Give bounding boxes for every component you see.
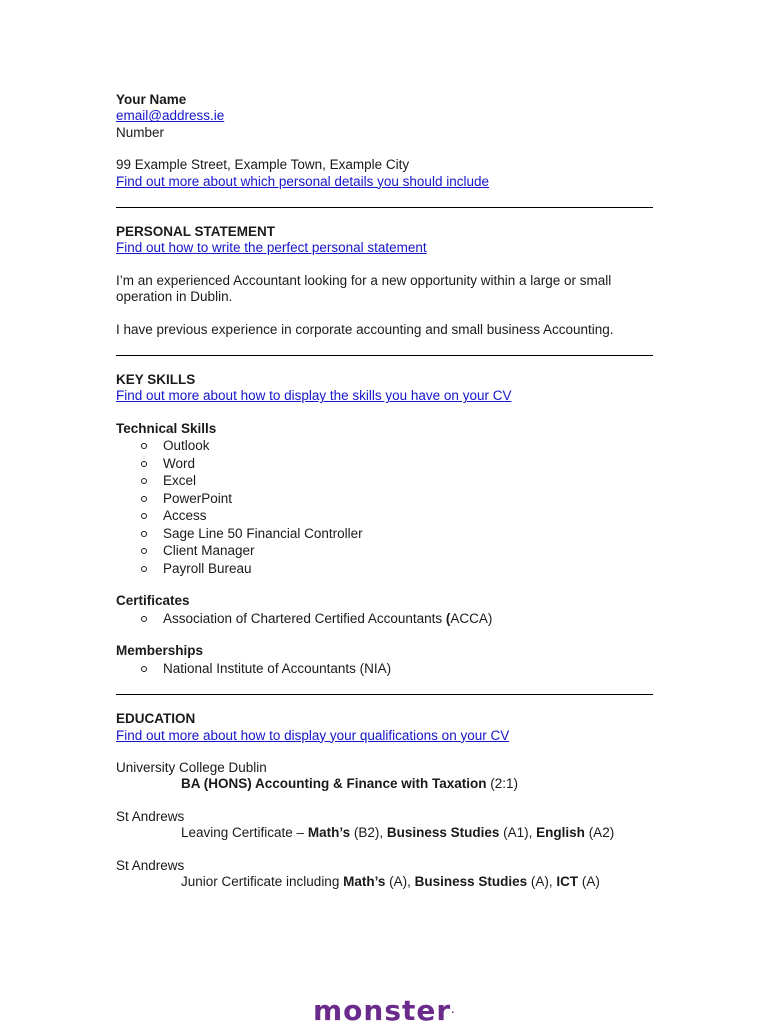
phone-number: Number [116, 124, 165, 140]
bullet-icon [141, 443, 147, 449]
qualification-text: Business Studies [414, 873, 528, 889]
qualification-text: (A1), [499, 825, 537, 841]
bullet-icon [141, 461, 147, 467]
bullet-icon [141, 513, 147, 519]
section-divider [116, 207, 653, 208]
education-heading: EDUCATION [116, 711, 196, 727]
qualification-text: Leaving Certificate – [181, 825, 308, 841]
cv-document [116, 92, 656, 890]
personal-details-link[interactable]: Find out more about which personal details you should include [116, 173, 489, 189]
list-item: PowerPoint [116, 490, 656, 508]
monster-logo: monster· [313, 994, 456, 1027]
list-item: Word [116, 455, 656, 473]
cv-name: Your Name [116, 92, 187, 107]
education-entries [116, 760, 656, 890]
qualification-text: (A), [527, 873, 557, 889]
qualification-text: BA (HONS) Accounting & Finance with Taxation [181, 776, 487, 792]
memberships-list [116, 660, 656, 678]
list-item: Association of Chartered Certified Accountants (ACCA) [116, 610, 656, 628]
qualification-text: (A2) [584, 825, 615, 841]
technical-skills-heading: Technical Skills [116, 420, 217, 436]
bullet-icon [141, 548, 147, 554]
education-qualification [116, 776, 656, 792]
list-item: Outlook [116, 437, 656, 455]
section-divider [116, 355, 653, 356]
bullet-icon [141, 496, 147, 502]
section-divider [116, 694, 653, 695]
statement-paragraph: I’m an experienced Accountant looking for a new opportunity within a large or small operation in Dublin. [116, 272, 612, 305]
statement-paragraph: I have previous experience in corporate accounting and small business Accounting. [116, 321, 614, 337]
qualification-text: Business Studies [386, 825, 500, 841]
education-qualification [116, 874, 656, 890]
bullet-icon [141, 666, 147, 672]
memberships-heading: Memberships [116, 643, 204, 659]
qualification-text: Junior Certificate including [181, 873, 344, 889]
list-item: Access [116, 507, 656, 525]
list-item: Payroll Bureau [116, 560, 656, 578]
education-institution: St Andrews [116, 857, 185, 873]
education-institution: University College Dublin [116, 759, 267, 775]
email-link[interactable]: email@address.ie [116, 108, 225, 124]
education-qualification [116, 825, 656, 841]
qualification-text: English [536, 825, 585, 841]
list-item: Client Manager [116, 542, 656, 560]
key-skills-heading: KEY SKILLS [116, 372, 196, 388]
qualification-text: Math’s [307, 825, 351, 841]
list-item: National Institute of Accountants (NIA) [116, 660, 656, 678]
address: 99 Example Street, Example Town, Example City [116, 157, 410, 173]
certificates-list [116, 610, 656, 628]
bullet-icon [141, 616, 147, 622]
qualification-text: Math’s [343, 873, 386, 889]
bullet-icon [141, 531, 147, 537]
qualification-text: (A), [385, 873, 415, 889]
bullet-icon [141, 478, 147, 484]
technical-skills-list [116, 437, 656, 577]
qualification-text: (2:1) [486, 776, 519, 792]
list-item: Excel [116, 472, 656, 490]
key-skills-link[interactable]: Find out more about how to display the skills you have on your CV [116, 388, 512, 404]
personal-statement-link[interactable]: Find out how to write the perfect personal statement [116, 240, 427, 256]
list-item: Sage Line 50 Financial Controller [116, 525, 656, 543]
qualification-text: (A) [578, 873, 600, 889]
bullet-icon [141, 566, 147, 572]
qualification-text: ICT [556, 873, 579, 889]
education-institution: St Andrews [116, 808, 185, 824]
personal-statement-heading: PERSONAL STATEMENT [116, 224, 276, 240]
qualification-text: (B2), [350, 825, 387, 841]
certificates-heading: Certificates [116, 593, 190, 609]
education-link[interactable]: Find out more about how to display your qualifications on your CV [116, 727, 510, 743]
